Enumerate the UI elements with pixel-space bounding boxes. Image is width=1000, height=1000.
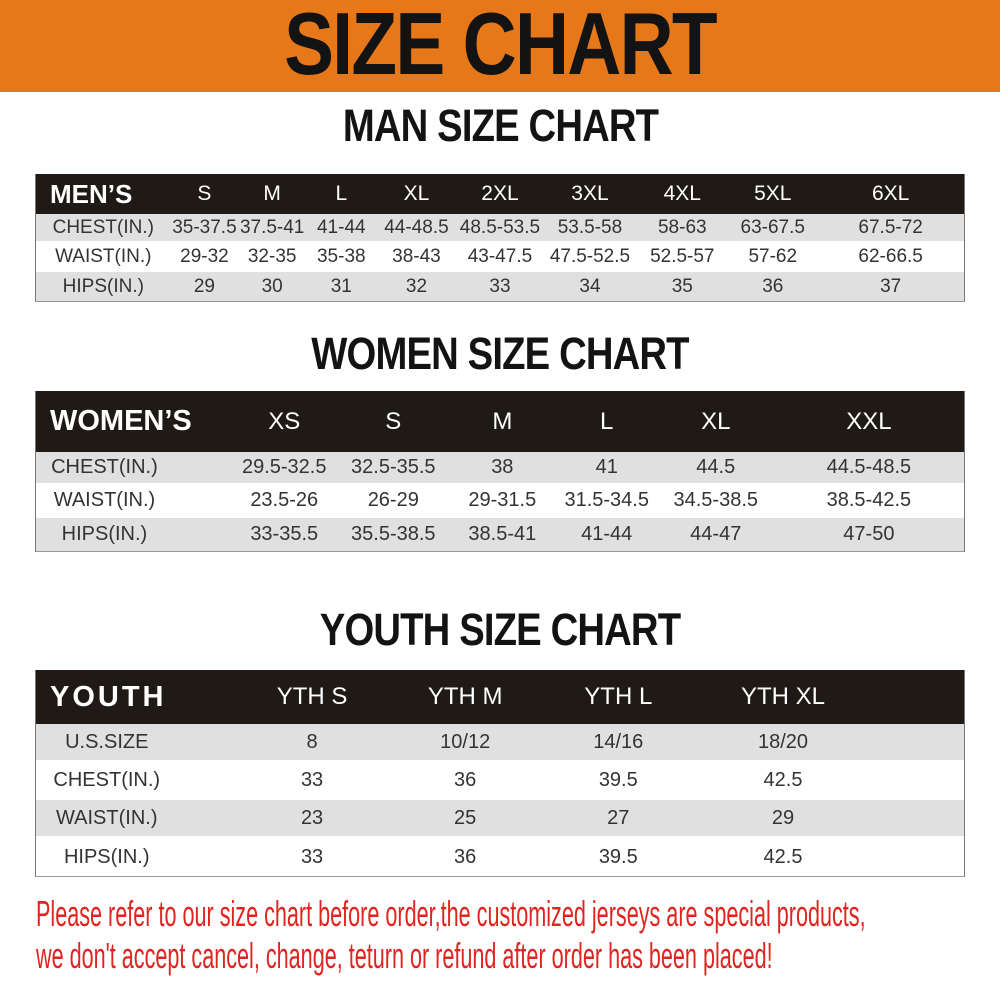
value-cell: 8 <box>236 724 389 762</box>
value-cell: 32.5-35.5 <box>338 452 449 485</box>
disclaimer-line-1: Please refer to our size chart before order,the customized jerseys are special products, <box>36 893 866 934</box>
value-cell: 36 <box>728 272 817 301</box>
value-cell: 47-50 <box>774 518 964 551</box>
value-cell: 38.5-41 <box>449 518 556 551</box>
value-cell: 57-62 <box>728 243 817 272</box>
spacer-cell <box>871 762 964 800</box>
value-cell: 38 <box>449 452 556 485</box>
value-cell: 44.5-48.5 <box>774 452 964 485</box>
value-cell: 29-31.5 <box>449 485 556 518</box>
women-size-table <box>35 391 965 552</box>
value-cell: 31.5-34.5 <box>556 485 658 518</box>
value-cell: 42.5 <box>695 762 871 800</box>
disclaimer <box>0 893 1000 977</box>
value-cell: 14/16 <box>542 724 695 762</box>
value-cell: 30 <box>238 272 306 301</box>
value-cell: 34 <box>544 272 637 301</box>
size-col-header: 4XL <box>636 174 728 214</box>
value-cell: 36 <box>389 762 542 800</box>
value-cell: 36 <box>389 838 542 876</box>
value-cell: 32-35 <box>238 243 306 272</box>
value-cell: 43-47.5 <box>456 243 543 272</box>
row-label-cell: WAIST(IN.) <box>36 485 231 518</box>
women-hips-row <box>36 518 964 551</box>
women-section-heading <box>0 328 1000 380</box>
value-cell: 35.5-38.5 <box>338 518 449 551</box>
value-cell: 39.5 <box>542 762 695 800</box>
value-cell: 33 <box>236 762 389 800</box>
value-cell: 32 <box>377 272 457 301</box>
spacer-cell <box>871 724 964 762</box>
size-col-header: XL <box>377 174 457 214</box>
size-col-header: 3XL <box>544 174 637 214</box>
row-label-cell: CHEST(IN.) <box>36 762 236 800</box>
value-cell: 41 <box>556 452 658 485</box>
value-cell: 23.5-26 <box>231 485 338 518</box>
row-label-cell: WAIST(IN.) <box>36 243 171 272</box>
value-cell: 52.5-57 <box>636 243 728 272</box>
value-cell: 34.5-38.5 <box>658 485 774 518</box>
youth-table-label: YOUTH <box>36 670 236 724</box>
size-col-header: L <box>556 391 658 452</box>
man-size-table <box>35 174 965 302</box>
women-section-heading-text: WOMEN SIZE CHART <box>311 328 689 379</box>
youth-header-row <box>36 670 964 724</box>
value-cell: 33-35.5 <box>231 518 338 551</box>
value-cell: 38.5-42.5 <box>774 485 964 518</box>
women-table-label: WOMEN’S <box>36 391 231 452</box>
size-col-header: L <box>306 174 377 214</box>
spacer-cell <box>871 838 964 876</box>
value-cell: 67.5-72 <box>817 214 964 243</box>
value-cell: 29 <box>171 272 239 301</box>
size-col-header: 6XL <box>817 174 964 214</box>
size-col-header: XXL <box>774 391 964 452</box>
value-cell: 25 <box>389 800 542 838</box>
youth-hips-row <box>36 838 964 876</box>
row-label-cell: HIPS(IN.) <box>36 838 236 876</box>
disclaimer-line-2: we don't accept cancel, change, teturn or refund after order has been placed! <box>36 935 773 976</box>
value-cell: 44.5 <box>658 452 774 485</box>
row-label-cell: CHEST(IN.) <box>36 452 231 485</box>
youth-section-heading-text: YOUTH SIZE CHART <box>319 604 681 655</box>
page-title: SIZE CHART <box>284 0 716 93</box>
title-banner <box>0 0 1000 92</box>
spacer-cell <box>871 800 964 838</box>
value-cell: 44-48.5 <box>377 214 457 243</box>
value-cell: 35 <box>636 272 728 301</box>
size-col-header: M <box>449 391 556 452</box>
value-cell: 37 <box>817 272 964 301</box>
size-col-header: XS <box>231 391 338 452</box>
value-cell: 33 <box>456 272 543 301</box>
value-cell: 42.5 <box>695 838 871 876</box>
man-section-heading-text: MAN SIZE CHART <box>342 100 658 151</box>
row-label-cell: WAIST(IN.) <box>36 800 236 838</box>
size-col-header: YTH XL <box>695 670 871 724</box>
value-cell: 26-29 <box>338 485 449 518</box>
man-waist-row <box>36 243 964 272</box>
value-cell: 39.5 <box>542 838 695 876</box>
women-header-row <box>36 391 964 452</box>
man-hips-row <box>36 272 964 301</box>
size-col-header: XL <box>658 391 774 452</box>
youth-size-table <box>35 670 965 877</box>
row-label-cell: U.S.SIZE <box>36 724 236 762</box>
value-cell: 35-38 <box>306 243 377 272</box>
value-cell: 29 <box>695 800 871 838</box>
women-waist-row <box>36 485 964 518</box>
size-col-header: YTH S <box>236 670 389 724</box>
value-cell: 18/20 <box>695 724 871 762</box>
value-cell: 58-63 <box>636 214 728 243</box>
youth-chest-row <box>36 762 964 800</box>
size-col-header: 2XL <box>456 174 543 214</box>
value-cell: 41-44 <box>556 518 658 551</box>
value-cell: 27 <box>542 800 695 838</box>
value-cell: 38-43 <box>377 243 457 272</box>
value-cell: 63-67.5 <box>728 214 817 243</box>
spacer-cell <box>871 670 964 724</box>
youth-size-chart-section <box>0 604 1000 877</box>
man-table-label: MEN’S <box>36 174 171 214</box>
man-size-chart-section <box>0 100 1000 302</box>
youth-waist-row <box>36 800 964 838</box>
youth-section-heading <box>0 604 1000 656</box>
women-size-chart-section <box>0 328 1000 552</box>
man-header-row <box>36 174 964 214</box>
size-col-header: S <box>171 174 239 214</box>
value-cell: 10/12 <box>389 724 542 762</box>
value-cell: 53.5-58 <box>544 214 637 243</box>
value-cell: 37.5-41 <box>238 214 306 243</box>
value-cell: 35-37.5 <box>171 214 239 243</box>
youth-ussize-row <box>36 724 964 762</box>
value-cell: 62-66.5 <box>817 243 964 272</box>
row-label-cell: HIPS(IN.) <box>36 518 231 551</box>
value-cell: 44-47 <box>658 518 774 551</box>
value-cell: 41-44 <box>306 214 377 243</box>
row-label-cell: HIPS(IN.) <box>36 272 171 301</box>
value-cell: 29-32 <box>171 243 239 272</box>
size-col-header: YTH L <box>542 670 695 724</box>
value-cell: 47.5-52.5 <box>544 243 637 272</box>
size-col-header: M <box>238 174 306 214</box>
value-cell: 31 <box>306 272 377 301</box>
size-col-header: 5XL <box>728 174 817 214</box>
man-section-heading <box>0 100 1000 152</box>
man-chest-row <box>36 214 964 243</box>
value-cell: 33 <box>236 838 389 876</box>
women-chest-row <box>36 452 964 485</box>
value-cell: 29.5-32.5 <box>231 452 338 485</box>
size-col-header: S <box>338 391 449 452</box>
value-cell: 48.5-53.5 <box>456 214 543 243</box>
value-cell: 23 <box>236 800 389 838</box>
size-col-header: YTH M <box>389 670 542 724</box>
row-label-cell: CHEST(IN.) <box>36 214 171 243</box>
